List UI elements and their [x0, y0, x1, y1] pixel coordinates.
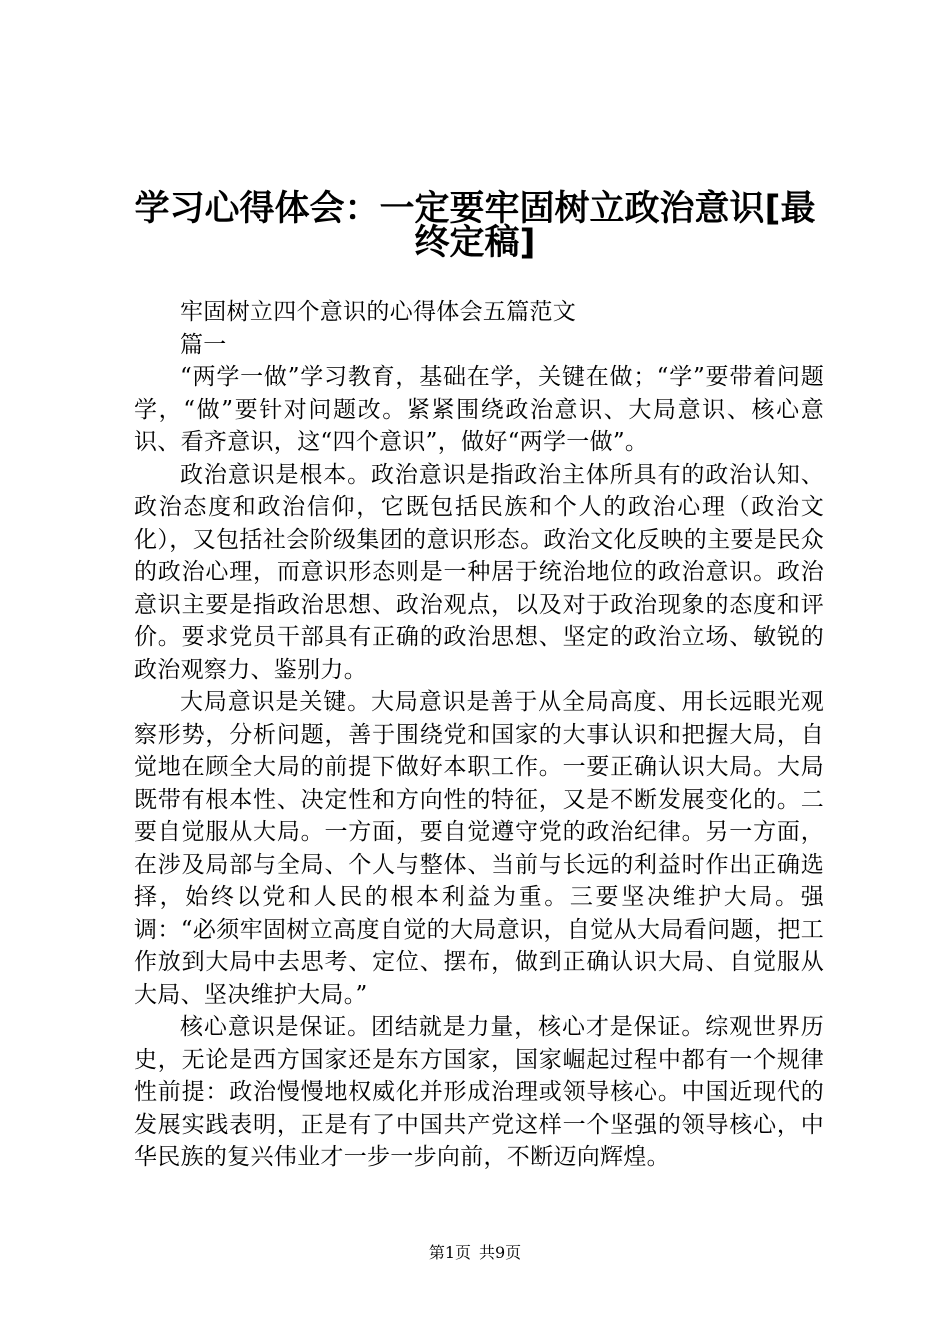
page-number-total: 共9页: [479, 1243, 522, 1262]
page-footer: [0, 1242, 950, 1264]
document-title-line1: 学习心得体会：一定要牢固树立政治意识[最: [134, 189, 816, 229]
paragraph-core-awareness: 核心意识是保证。团结就是力量，核心才是保证。综观世界历史，无论是西方国家还是东方国家，国家崛起过程中都有一个规律性前提：政治慢慢地权威化并形成治理或领导核心。中国近现代的发展实践表明，正是有了中国共产党这样一个坚强的领导核心，中华民族的复兴伟业才一步一步向前，不断迈向辉煌。: [134, 1014, 824, 1170]
section-label: 篇一: [180, 331, 227, 358]
document-body: [134, 296, 824, 1174]
document-title-line2: 终定稿]: [414, 223, 536, 263]
paragraph-overall-awareness: 大局意识是关键。大局意识是善于从全局高度、用长远眼光观察形势，分析问题，善于围绕党和国家的大事认识和把握大局，自觉地在顾全大局的前提下做好本职工作。一要正确认识大局。大局既带有根本性、决定性和方向性的特征，又是不断发展变化的。二要自觉服从大局。一方面，要自觉遵守党的政治纪律。另一方面，在涉及局部与全局、个人与整体、当前与长远的利益时作出正确选择，始终以党和人民的根本利益为重。三要坚决维护大局。强调：“必须牢固树立高度自觉的大局意识，自觉从大局看问题，把工作放到大局中去思考、定位、摆布，做到正确认识大局、自觉服从大局、坚决维护大局。”: [134, 689, 824, 1008]
paragraph-intro: “两学一做”学习教育，基础在学，关键在做；“学”要带着问题学，“做”要针对问题改。紧紧围绕政治意识、大局意识、核心意识、看齐意识，这“四个意识”，做好“两学一做”。: [134, 364, 824, 455]
page-number-current: 第1页: [428, 1243, 471, 1262]
paragraph-political-awareness: 政治意识是根本。政治意识是指政治主体所具有的政治认知、政治态度和政治信仰，它既包括民族和个人的政治心理（政治文化），又包括社会阶级集团的意识形态。政治文化反映的主要是民众的政治心理，而意识形态则是一种居于统治地位的政治意识。政治意识主要是指政治思想、政治观点，以及对于政治现象的态度和评价。要求党员干部具有正确的政治思想、坚定的政治立场、敏锐的政治观察力、鉴别力。: [134, 461, 824, 683]
document-subtitle: 牢固树立四个意识的心得体会五篇范文: [180, 299, 577, 325]
